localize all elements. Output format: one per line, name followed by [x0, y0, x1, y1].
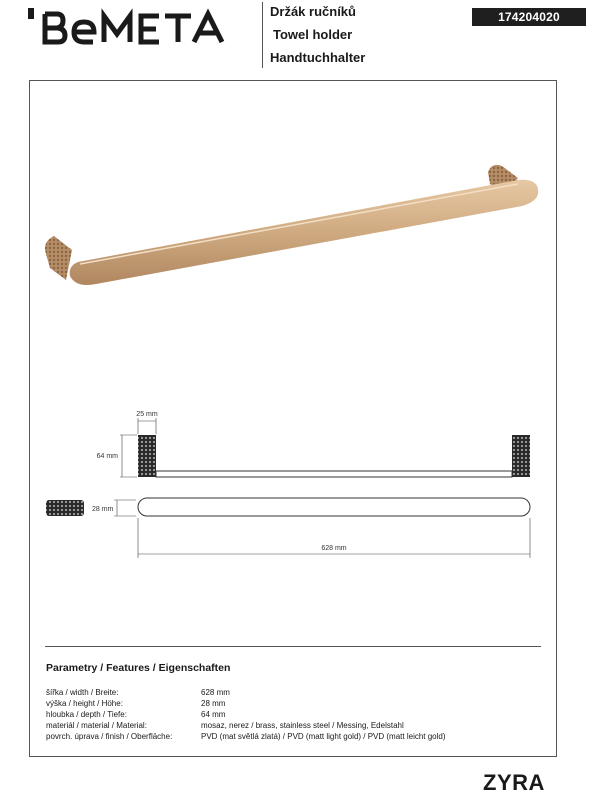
post-side-view: [46, 500, 84, 516]
bar-top-view: [138, 498, 530, 516]
param-label: šířka / width / Breite:: [46, 688, 119, 697]
param-value: 628 mm: [201, 688, 230, 697]
left-post-front: [138, 435, 156, 477]
param-row: [46, 731, 446, 742]
right-post-front: [512, 435, 530, 477]
title-de: Handtuchhalter: [270, 50, 366, 65]
bar-front: [156, 471, 512, 477]
param-value: PVD (mat světlá zlatá) / PVD (matt light gold) / PVD (matt leicht gold): [201, 732, 446, 741]
title-en: Towel holder: [273, 27, 353, 42]
param-row: [46, 720, 446, 731]
title-cz: Držák ručníků: [270, 4, 356, 19]
param-label: povrch. úprava / finish / Oberfläche:: [46, 732, 173, 741]
section-divider: [45, 646, 541, 647]
param-label: materiál / material / Material:: [46, 721, 147, 730]
dim-depth-top: 25 mm: [136, 411, 158, 418]
header-divider: [262, 2, 263, 68]
parameters-title: Parametry / Features / Eigenschaften: [46, 662, 231, 674]
series-name: ZYRA: [483, 770, 545, 795]
param-value: 28 mm: [201, 699, 226, 708]
param-label: výška / height / Höhe:: [46, 699, 123, 708]
param-row: [46, 698, 446, 709]
param-row: [46, 709, 446, 720]
brand-logo: [28, 6, 234, 46]
technical-drawing: [36, 400, 546, 565]
dim-width: 628 mm: [321, 545, 347, 552]
param-label: hloubka / depth / Tiefe:: [46, 710, 127, 719]
param-value: 64 mm: [201, 710, 226, 719]
product-code: 174204020: [472, 8, 586, 26]
product-image: [40, 150, 550, 310]
param-row: [46, 687, 446, 698]
param-value: mosaz, nerez / brass, stainless steel / Messing, Edelstahl: [201, 721, 404, 730]
dim-depth-side: 28 mm: [92, 506, 114, 513]
parameters-table: [46, 687, 446, 742]
dim-height: 64 mm: [96, 453, 118, 460]
